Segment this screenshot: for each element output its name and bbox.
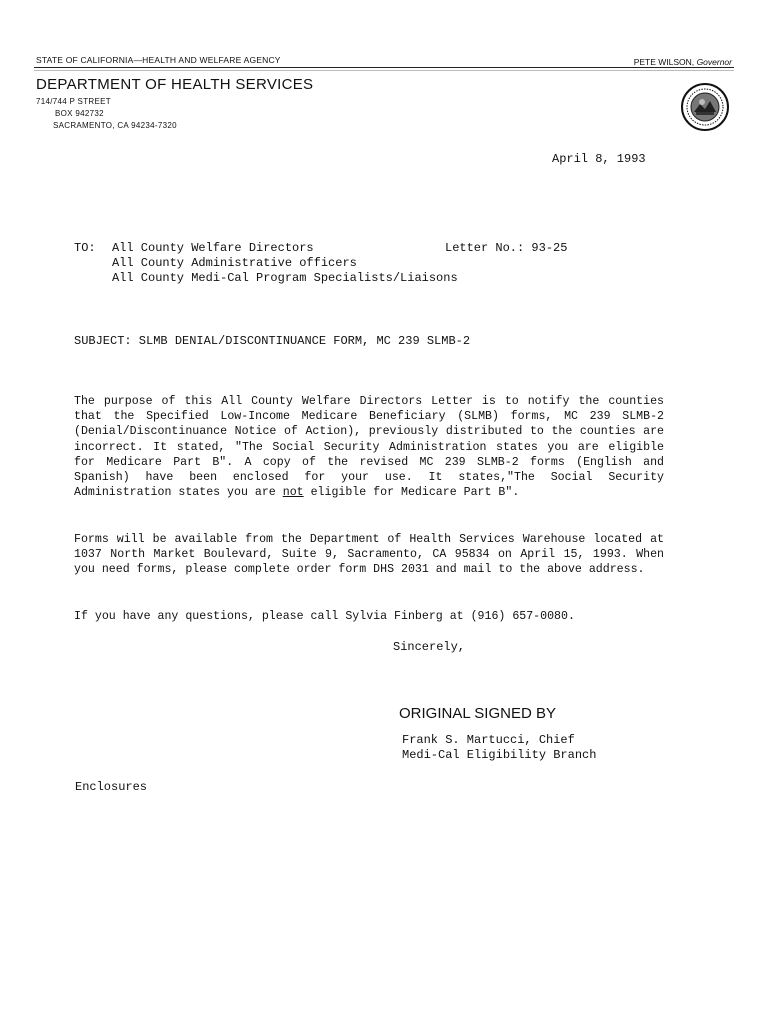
body-paragraph-3: If you have any questions, please call Sylvia Finberg at (916) 657-0080. — [74, 610, 575, 623]
governor-line — [634, 57, 732, 67]
subject-line: SUBJECT: SLMB DENIAL/DISCONTINUANCE FORM, MC 239 SLMB-2 — [74, 334, 471, 348]
recipient-line: All County Welfare Directors — [112, 241, 314, 255]
address-line-2: BOX 942732 — [55, 109, 104, 118]
governor-title: Governor — [696, 57, 732, 67]
signer-name: Frank S. Martucci, Chief — [402, 733, 575, 747]
recipient-line: All County Administrative officers — [112, 256, 357, 270]
closing-sincerely: Sincerely, — [393, 640, 466, 654]
letterhead-rule-secondary — [34, 70, 734, 71]
signer-title: Medi-Cal Eligibility Branch — [402, 748, 597, 762]
governor-name: PETE WILSON, — [633, 57, 695, 67]
body-paragraph-1 — [74, 394, 664, 500]
body-paragraph-2: Forms will be available from the Department of Health Services Warehouse located at 1037 North Market Boulevard, Suite 9, Sacramento, CA 95834 on April 15, 1993. When you need forms, please complete order form DHS 2031 and mail to the above address. — [74, 533, 664, 577]
emphasis-not: not — [282, 486, 304, 500]
state-seal-icon — [680, 82, 730, 132]
address-line-1: 714/744 P STREET — [36, 97, 111, 106]
letterhead-rule — [34, 67, 734, 68]
recipient-line: All County Medi-Cal Program Specialists/Liaisons — [112, 271, 458, 285]
body-text: eligible for Medicare Part B". — [303, 486, 520, 500]
agency-line: STATE OF CALIFORNIA—HEALTH AND WELFARE AGENCY — [36, 55, 281, 65]
to-label: TO: — [74, 241, 96, 255]
letter-date: April 8, 1993 — [552, 152, 646, 166]
original-signed-stamp: ORIGINAL SIGNED BY — [399, 705, 556, 722]
address-line-3: SACRAMENTO, CA 94234-7320 — [53, 121, 177, 130]
body-text: The purpose of this All County Welfare Directors Letter is to notify the counties that the Specified Low-Income Medicare Beneficiary (SLMB) forms, MC 239 SLMB-2 (Denial/Discontinuance Notice of Action), previously distributed to the counties are incorrect. It stated, "The Social Security Administration states you are eligible for Medicare Part B". A copy of the revised MC 239 SLMB-2 forms (English and Spanish) have been enclosed for your use. It states,"The Social Security Administration states you are — [74, 395, 664, 500]
enclosures-label: Enclosures — [75, 780, 148, 794]
department-name: DEPARTMENT OF HEALTH SERVICES — [36, 76, 314, 93]
letter-number: Letter No.: 93-25 — [445, 241, 568, 255]
